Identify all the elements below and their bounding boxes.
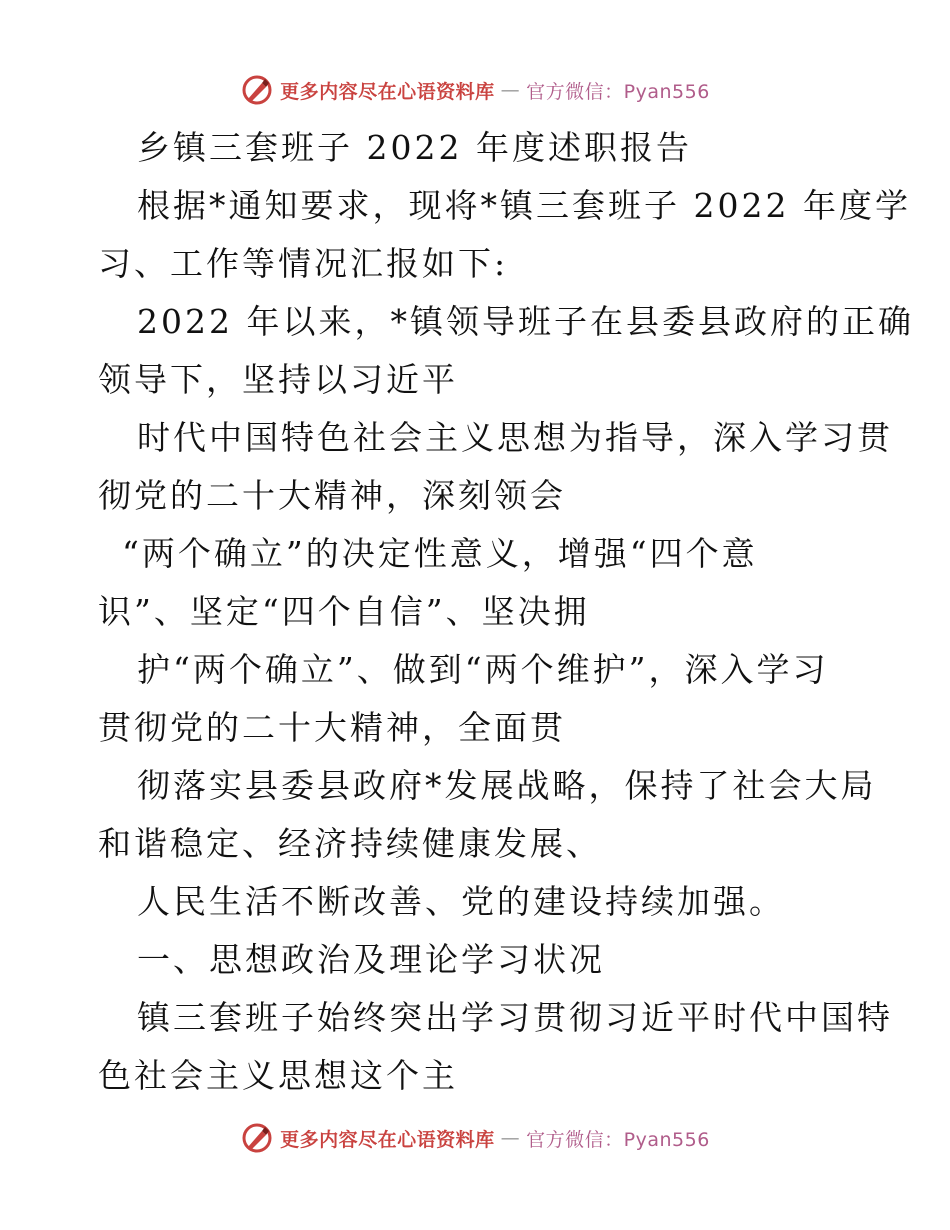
- watermark-brand-text: 更多内容尽在心语资料库: [280, 1128, 495, 1151]
- paragraph-line: 时代中国特色社会主义思想为指导，深入学习贯: [137, 418, 893, 457]
- paragraph-line: 彻党的二十大精神，深刻领会: [98, 476, 566, 515]
- paragraph-line: 和谐稳定、经济持续健康发展、: [98, 824, 602, 863]
- paragraph-line: 习、工作等情况汇报如下:: [98, 244, 509, 283]
- section-heading: 一、思想政治及理论学习状况: [137, 940, 605, 979]
- paragraph-line: 领导下，坚持以习近平: [98, 360, 458, 399]
- paragraph-line: 2022 年以来，*镇领导班子在县委县政府的正确: [137, 302, 914, 341]
- paragraph-line: 镇三套班子始终突出学习贯彻习近平时代中国特: [137, 998, 893, 1037]
- watermark-contact: 官方微信：Pyan556: [526, 80, 710, 103]
- paragraph-line: 根据*通知要求，现将*镇三套班子 2022 年度学: [137, 186, 911, 225]
- watermark-brand-text: 更多内容尽在心语资料库: [280, 80, 495, 103]
- paragraph-line: 护“两个确立”、做到“两个维护”，深入学习: [137, 650, 829, 689]
- watermark-dash: —: [500, 1127, 521, 1149]
- paragraph-line: 色社会主义思想这个主: [98, 1056, 458, 1095]
- pen-logo-icon: [240, 1121, 274, 1155]
- paragraph-line: 人民生活不断改善、党的建设持续加强。: [137, 882, 785, 921]
- paragraph-line: 识”、坚定“四个自信”、坚决拥: [98, 592, 590, 631]
- paragraph-line: 贯彻党的二十大精神，全面贯: [98, 708, 566, 747]
- watermark-dash: —: [500, 79, 521, 101]
- watermark-contact: 官方微信：Pyan556: [526, 1128, 710, 1151]
- paragraph-line: “两个确立”的决定性意义，增强“四个意: [122, 534, 758, 573]
- paragraph-line: 彻落实县委县政府*发展战略，保持了社会大局: [137, 766, 877, 805]
- footer-watermark: [0, 1118, 950, 1158]
- document-title: 乡镇三套班子 2022 年度述职报告: [137, 128, 692, 167]
